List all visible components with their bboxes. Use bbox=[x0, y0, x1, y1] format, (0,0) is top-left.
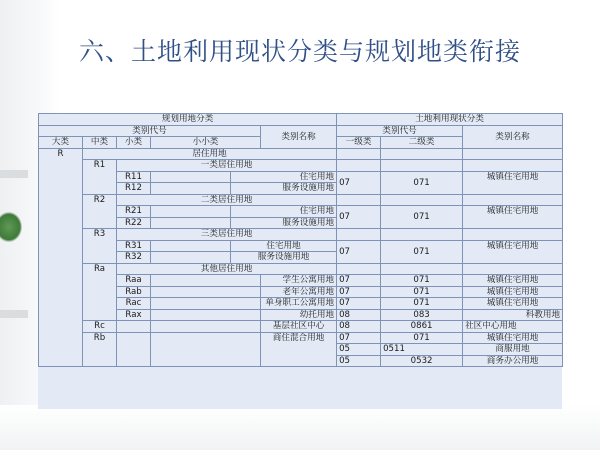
name-r12: 服务设施用地 bbox=[231, 183, 337, 195]
current-name-rac: 城镇住宅用地 bbox=[463, 298, 563, 310]
level2-rac: 071 bbox=[381, 298, 463, 310]
background-shelf bbox=[0, 170, 28, 178]
name-raa: 学生公寓用地 bbox=[261, 275, 337, 287]
code-raa: Raa bbox=[117, 275, 151, 287]
name-rac: 单身职工公寓用地 bbox=[261, 298, 337, 310]
header-mid-class: 中类 bbox=[83, 137, 117, 149]
level1-r2: 07 bbox=[337, 206, 381, 229]
name-ra: 其他居住用地 bbox=[117, 263, 337, 275]
code-ra: Ra bbox=[83, 263, 117, 321]
table-row bbox=[39, 321, 563, 333]
level2-r3: 071 bbox=[381, 240, 463, 263]
name-rb: 商住混合用地 bbox=[261, 332, 337, 367]
level2-rc: 0861 bbox=[381, 321, 463, 333]
name-r22: 服务设施用地 bbox=[231, 217, 337, 229]
level1-r1: 07 bbox=[337, 171, 381, 194]
name-rax: 幼托用地 bbox=[261, 309, 337, 321]
page-title: 六、土地利用现状分类与规划地类衔接 bbox=[78, 37, 521, 66]
level2-rb3: 0532 bbox=[381, 355, 463, 367]
name-r: 居住用地 bbox=[83, 148, 337, 160]
level2-r1: 071 bbox=[381, 171, 463, 194]
level1-rb3: 05 bbox=[337, 355, 381, 367]
current-name-r2: 城镇住宅用地 bbox=[463, 206, 563, 229]
background-plant bbox=[0, 212, 22, 242]
code-r1: R1 bbox=[83, 160, 117, 195]
level2-rb2: 0511 bbox=[381, 344, 463, 356]
table-row bbox=[39, 298, 563, 310]
background-bottom-decor bbox=[0, 405, 600, 450]
level2-rab: 071 bbox=[381, 286, 463, 298]
code-rb: Rb bbox=[83, 332, 117, 367]
table-row bbox=[39, 206, 563, 218]
header-level1: 一级类 bbox=[337, 137, 381, 149]
table-row bbox=[39, 171, 563, 183]
current-name-rab: 城镇住宅用地 bbox=[463, 286, 563, 298]
level2-rb1: 071 bbox=[381, 332, 463, 344]
level1-rac: 07 bbox=[337, 298, 381, 310]
level1-rax: 08 bbox=[337, 309, 381, 321]
table-row bbox=[39, 309, 563, 321]
code-r12: R12 bbox=[117, 183, 151, 195]
classification-table bbox=[38, 113, 563, 367]
level2-raa: 071 bbox=[381, 275, 463, 287]
table-row bbox=[39, 160, 563, 172]
level1-raa: 07 bbox=[337, 275, 381, 287]
code-rax: Rax bbox=[117, 309, 151, 321]
name-r11: 住宅用地 bbox=[231, 171, 337, 183]
name-r32: 服务设施用地 bbox=[231, 252, 337, 264]
code-r31: R31 bbox=[117, 240, 151, 252]
level1-rb2: 05 bbox=[337, 344, 381, 356]
header-large-class: 大类 bbox=[39, 137, 83, 149]
table-row bbox=[39, 240, 563, 252]
table-row bbox=[39, 194, 563, 206]
name-r31: 住宅用地 bbox=[231, 240, 337, 252]
level2-rax: 083 bbox=[381, 309, 463, 321]
classification-table-container bbox=[38, 113, 562, 409]
name-rab: 老年公寓用地 bbox=[261, 286, 337, 298]
level1-rab: 07 bbox=[337, 286, 381, 298]
header-category-code: 类别代号 bbox=[39, 125, 261, 137]
current-name-r3: 城镇住宅用地 bbox=[463, 240, 563, 263]
level2-r2: 071 bbox=[381, 206, 463, 229]
code-r32: R32 bbox=[117, 252, 151, 264]
table-row bbox=[39, 263, 563, 275]
code-r: R bbox=[39, 148, 83, 367]
current-name-raa: 城镇住宅用地 bbox=[463, 275, 563, 287]
name-r21: 住宅用地 bbox=[231, 206, 337, 218]
current-name-rb2: 商服用地 bbox=[463, 344, 563, 356]
current-name-rc: 社区中心用地 bbox=[463, 321, 563, 333]
header-level2: 二级类 bbox=[381, 137, 463, 149]
header-category-name-current: 类别名称 bbox=[463, 125, 563, 148]
name-r3: 三类居住用地 bbox=[117, 229, 337, 241]
name-r2: 二类居住用地 bbox=[117, 194, 337, 206]
header-small-class: 小类 bbox=[117, 137, 151, 149]
level1-rc: 08 bbox=[337, 321, 381, 333]
code-rac: Rac bbox=[117, 298, 151, 310]
code-rab: Rab bbox=[117, 286, 151, 298]
code-r3: R3 bbox=[83, 229, 117, 264]
current-name-rax: 科教用地 bbox=[463, 309, 563, 321]
level1-r3: 07 bbox=[337, 240, 381, 263]
table-row bbox=[39, 148, 563, 160]
code-r21: R21 bbox=[117, 206, 151, 218]
name-r1: 一类居住用地 bbox=[117, 160, 337, 172]
table-row bbox=[39, 275, 563, 287]
code-rc: Rc bbox=[83, 321, 117, 333]
code-r11: R11 bbox=[117, 171, 151, 183]
code-r2: R2 bbox=[83, 194, 117, 229]
header-smallsmall-class: 小小类 bbox=[151, 137, 261, 149]
header-category-code-current: 类别代号 bbox=[337, 125, 463, 137]
level1-rb1: 07 bbox=[337, 332, 381, 344]
current-name-rb1: 城镇住宅用地 bbox=[463, 332, 563, 344]
table-row bbox=[39, 286, 563, 298]
background-shelf bbox=[0, 310, 28, 318]
header-current-classification: 土地利用现状分类 bbox=[337, 114, 563, 126]
header-category-name: 类别名称 bbox=[261, 125, 337, 148]
table-row bbox=[39, 229, 563, 241]
name-rc: 基层社区中心 bbox=[261, 321, 337, 333]
code-r22: R22 bbox=[117, 217, 151, 229]
header-planning-classification: 规划用地分类 bbox=[39, 114, 337, 126]
current-name-rb3: 商务办公用地 bbox=[463, 355, 563, 367]
current-name-r1: 城镇住宅用地 bbox=[463, 171, 563, 194]
